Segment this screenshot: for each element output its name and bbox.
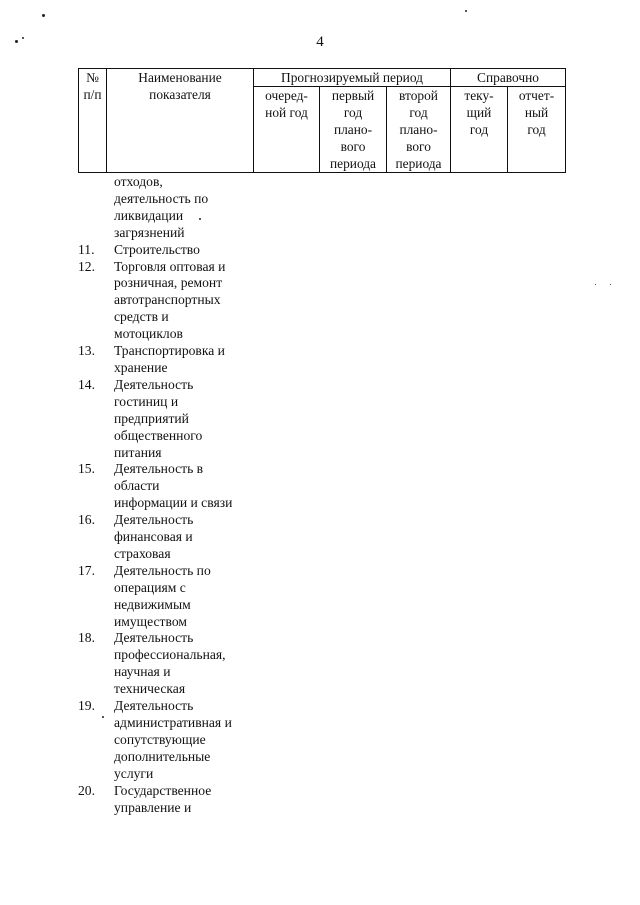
list-item — [78, 698, 298, 783]
item-number: 14. — [78, 376, 95, 392]
col-header-current-year: теку- щий год — [451, 87, 508, 173]
list-item — [78, 783, 298, 817]
col-header-name: Наименование показателя — [107, 69, 254, 173]
indicator-list — [78, 174, 298, 816]
list-item — [78, 377, 298, 462]
item-number: 20. — [78, 782, 95, 798]
item-name: Государственное управление и — [114, 782, 212, 815]
item-name: Деятельность финансовая и страховая — [114, 512, 194, 561]
item-name: Деятельность профессиональная, научная и техническая — [114, 630, 226, 697]
col-header-next-year: очеред- ной год — [254, 87, 320, 173]
scan-speck — [42, 14, 45, 17]
item-number: 11. — [78, 241, 95, 257]
item-name: Строительство — [114, 241, 200, 257]
item-number: 16. — [78, 512, 95, 528]
scan-speck — [465, 10, 467, 12]
col-header-num: № п/п — [79, 69, 107, 173]
list-item — [78, 259, 298, 344]
item-name: Транспортировка и хранение — [114, 343, 225, 375]
item-name: Деятельность в области информации и связи — [114, 461, 233, 511]
col-header-first-plan-year: первый год плано- вого периода — [320, 87, 387, 173]
list-item — [78, 563, 298, 631]
list-item — [78, 512, 298, 563]
list-item — [78, 242, 298, 259]
table-header — [78, 68, 566, 173]
item-number — [78, 174, 114, 242]
item-name: Торговля оптовая и розничная, ремонт автотранспортных средств и мотоциклов — [114, 258, 226, 342]
col-header-report-year: отчет- ный год — [508, 87, 566, 173]
scan-speck — [610, 284, 611, 285]
item-number: 15. — [78, 461, 95, 477]
page-number: 4 — [316, 34, 324, 50]
item-number: 18. — [78, 630, 95, 646]
list-item — [78, 630, 298, 698]
item-name: отходов, деятельность по ликвидации загрязнений — [114, 174, 209, 240]
list-item — [78, 461, 298, 512]
item-name: Деятельность по операциям с недвижимым имуществом — [114, 562, 211, 629]
list-item — [78, 343, 298, 377]
item-number: 13. — [78, 343, 95, 359]
item-number: 12. — [78, 258, 95, 274]
item-number: 17. — [78, 562, 95, 578]
list-item — [78, 174, 298, 242]
item-name: Деятельность административная и сопутствующие дополнительные услуги — [114, 698, 232, 781]
scan-speck — [595, 284, 596, 285]
item-number: 19. — [78, 698, 95, 714]
col-header-second-plan-year: второй год плано- вого периода — [387, 87, 451, 173]
item-name: Деятельность гостиниц и предприятий общественного питания — [114, 376, 203, 460]
col-group-forecast: Прогнозируемый период — [254, 69, 451, 87]
col-group-reference: Справочно — [451, 69, 566, 87]
